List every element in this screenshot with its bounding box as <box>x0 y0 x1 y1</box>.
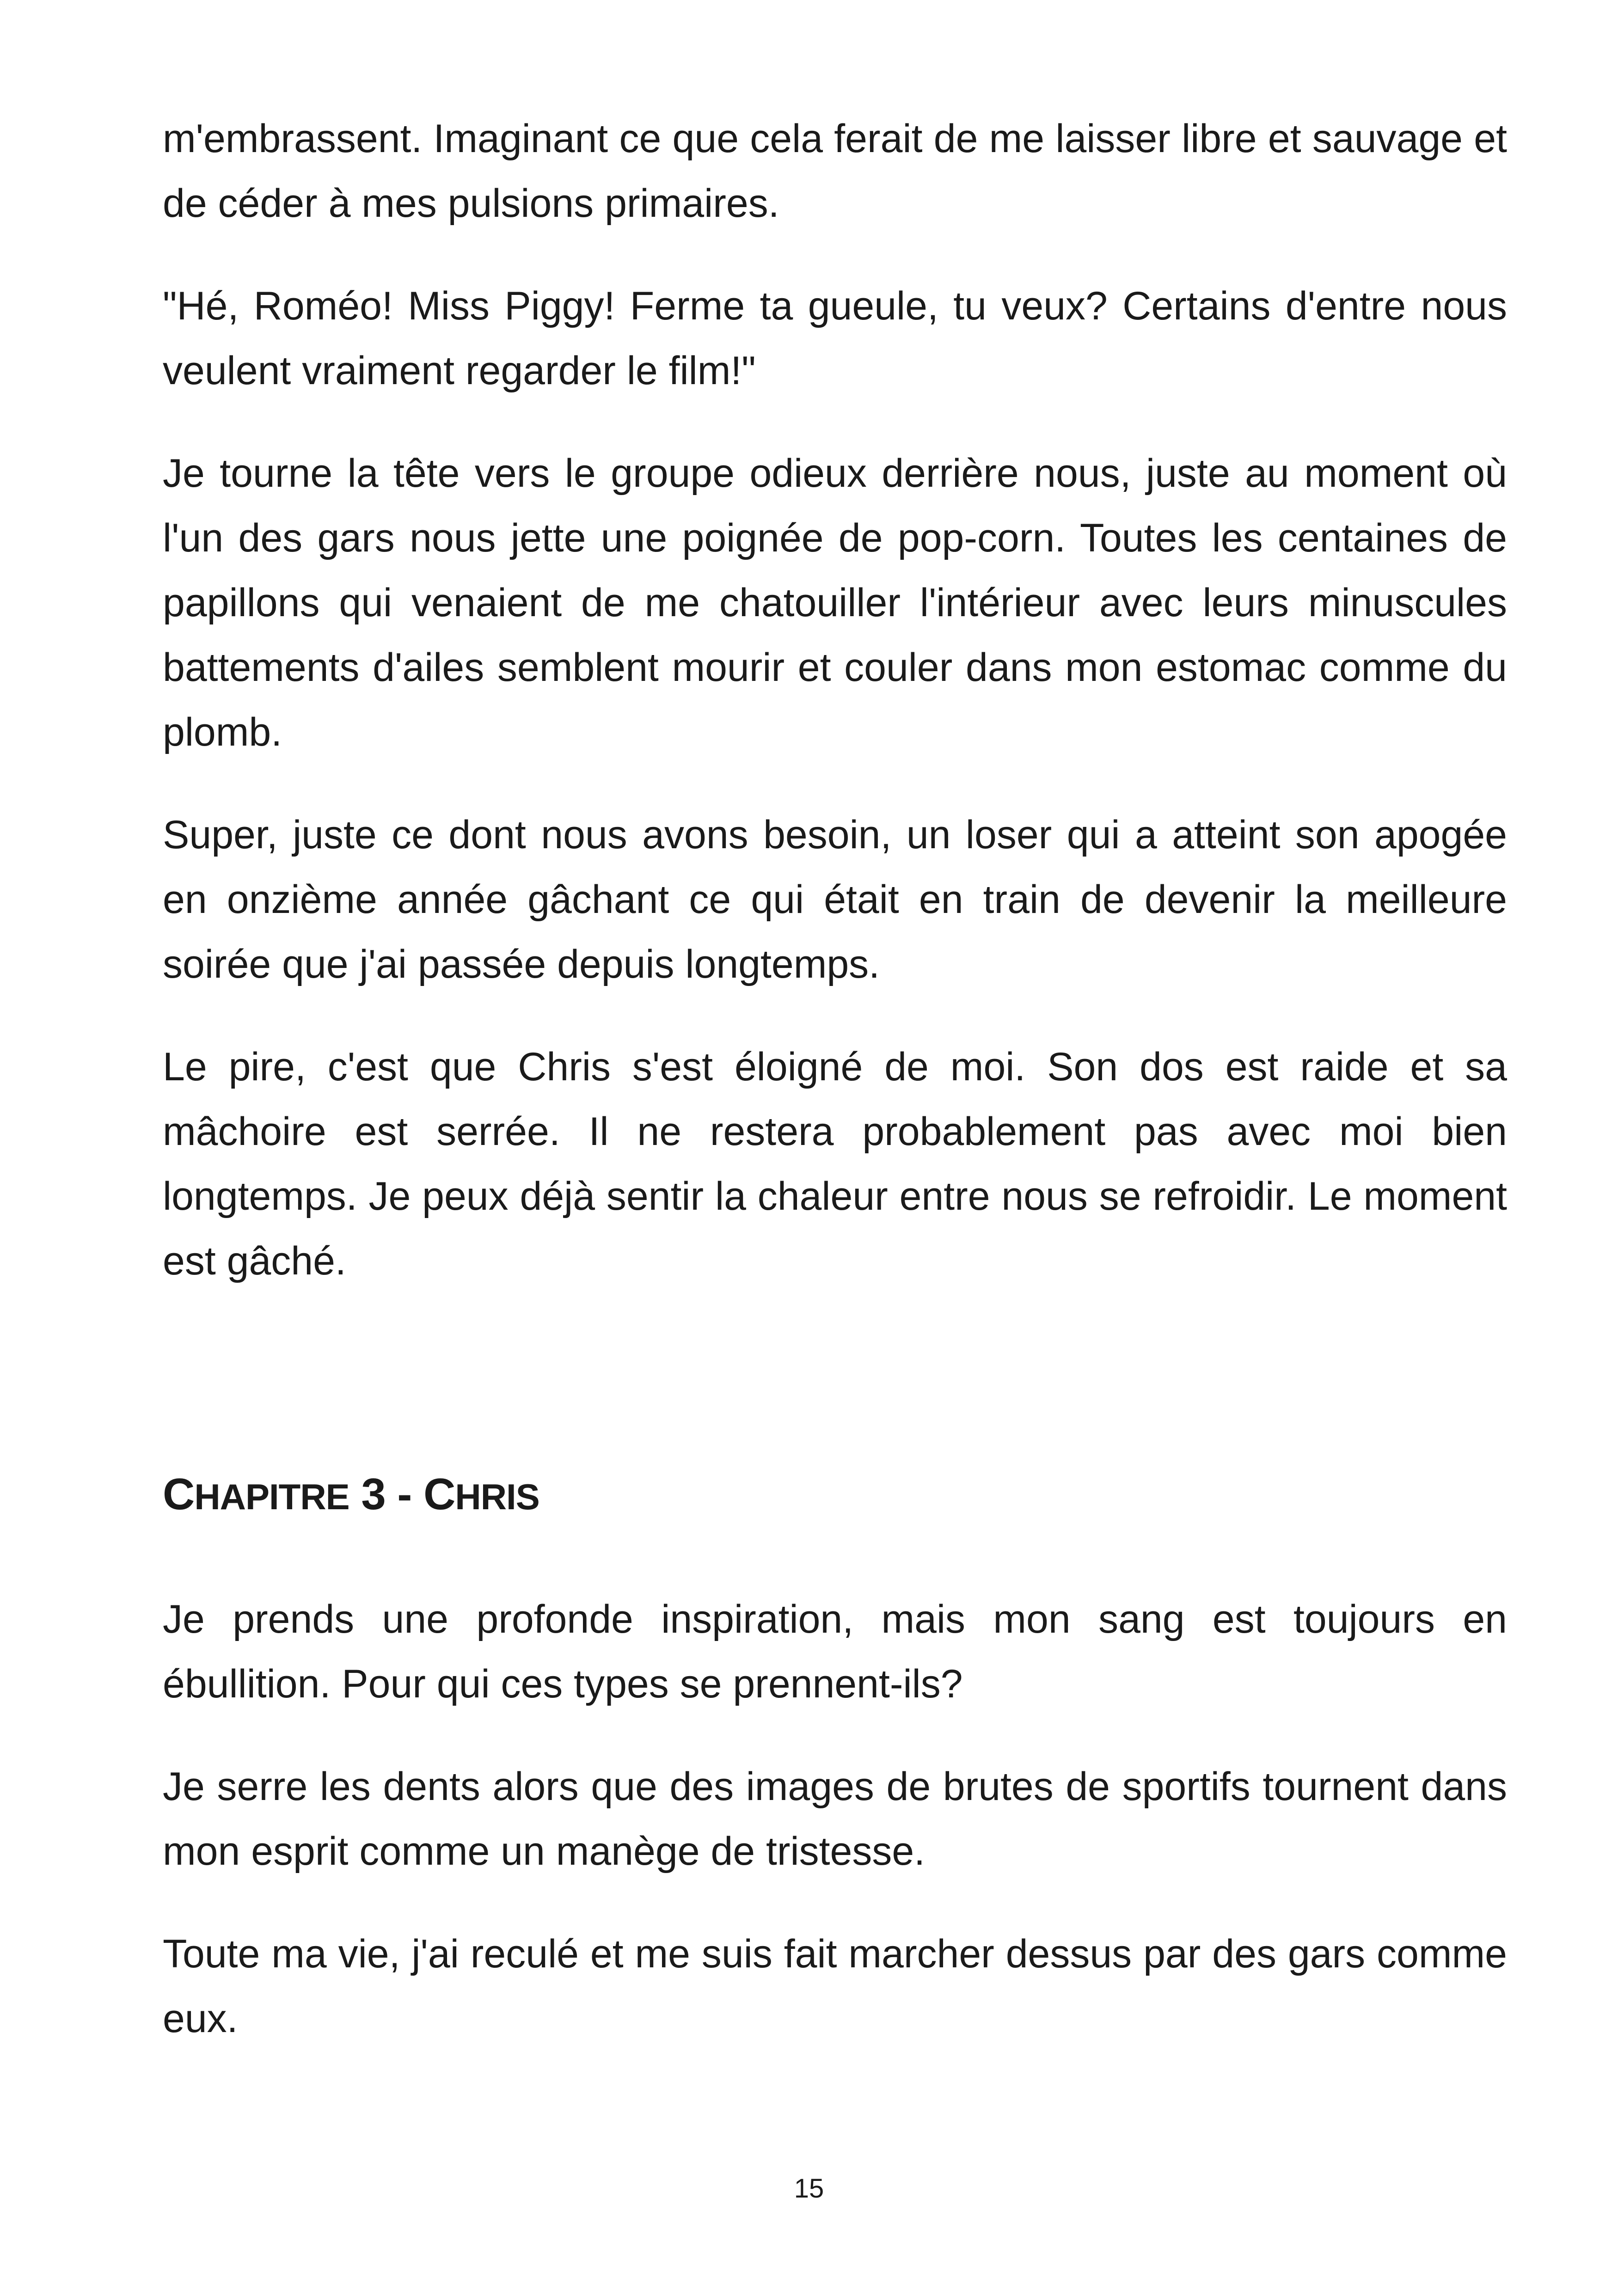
chapter-heading-cap: C <box>163 1469 195 1519</box>
chapter-heading-cap: C <box>423 1469 455 1519</box>
paragraph: Super, juste ce dont nous avons besoin, un loser qui a atteint son apogée en onzième année gâchant ce qui était en train de devenir la meilleure soirée que j'ai passée depuis longtemps. <box>163 813 1507 986</box>
paragraph: Je tourne la tête vers le groupe odieux derrière nous, juste au moment où l'un des gars nous jette une poignée de pop-corn. Toutes les centaines de papillons qui venaient de me chatouiller l'intérieur avec leurs minuscules battements d'ailes semblent mourir et couler dans mon estomac comme du plomb. <box>163 451 1507 754</box>
page-content <box>163 106 1507 2089</box>
chapter-heading-smallcaps: HAPITRE <box>194 1476 349 1517</box>
paragraph: "Hé, Roméo! Miss Piggy! Ferme ta gueule, tu veux? Certains d'entre nous veulent vraiment regarder le film!" <box>163 284 1507 393</box>
chapter-heading-number: 3 - <box>349 1469 424 1519</box>
chapter-heading-smallcaps: HRIS <box>455 1476 539 1517</box>
chapter-heading <box>163 1464 1507 1527</box>
paragraph: Toute ma vie, j'ai reculé et me suis fait marcher dessus par des gars comme eux. <box>163 1932 1507 2041</box>
paragraph: Le pire, c'est que Chris s'est éloigné de moi. Son dos est raide et sa mâchoire est serrée. Il ne restera probablement pas avec moi bien longtemps. Je peux déjà sentir la chaleur entre nous se refroidir. Le moment est gâché. <box>163 1045 1507 1283</box>
paragraph: m'embrassent. Imaginant ce que cela ferait de me laisser libre et sauvage et de céder à mes pulsions primaires. <box>163 116 1507 226</box>
paragraph: Je prends une profonde inspiration, mais mon sang est toujours en ébullition. Pour qui ces types se prennent-ils? <box>163 1597 1507 1706</box>
paragraph: Je serre les dents alors que des images de brutes de sportifs tournent dans mon esprit comme un manège de tristesse. <box>163 1764 1507 1874</box>
page-number: 15 <box>794 2174 824 2204</box>
